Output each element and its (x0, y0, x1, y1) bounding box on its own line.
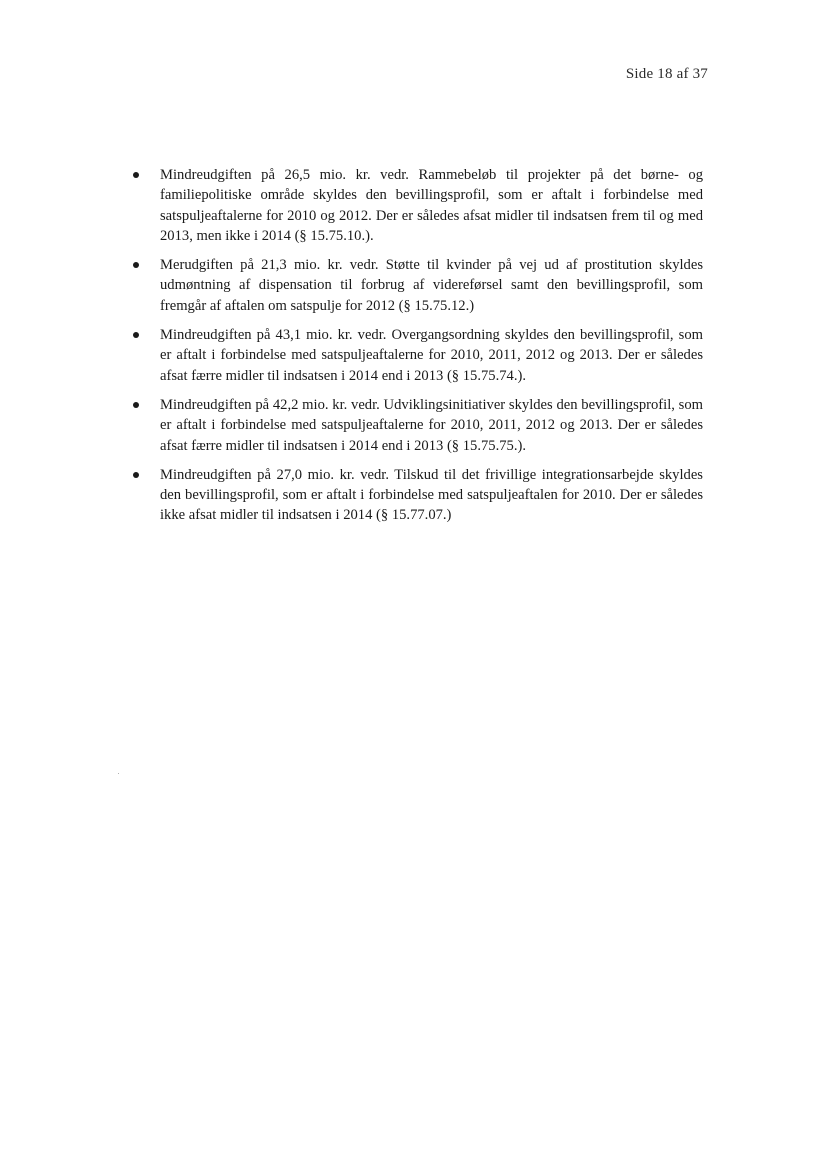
bullet-list (160, 165, 703, 535)
page-number: Side 18 af 37 (625, 66, 708, 82)
bullet-icon (133, 402, 139, 408)
list-item (160, 255, 703, 316)
list-item (160, 325, 703, 386)
bullet-icon (133, 172, 139, 178)
list-item (160, 465, 703, 526)
list-item (160, 395, 703, 456)
list-item-text: Mindreudgiften på 42,2 mio. kr. vedr. Udviklingsinitiativer skyldes den bevillingsprofil, som er aftalt i forbindelse med satspuljeaftalerne for 2010, 2011, 2012 og 2013. Der er således afsat færre midler til indsatsen i 2014 end i 2013 (§ 15.75.75.). (160, 396, 703, 454)
scan-speck (118, 773, 119, 774)
bullet-icon (133, 332, 139, 338)
list-item-text: Mindreudgiften på 26,5 mio. kr. vedr. Rammebeløb til projekter på det børne- og familiepolitiske område skyldes den bevillingsprofil, som er aftalt i forbindelse med satspuljeaftalerne for 2010 og 2012. Der er således afsat midler til indsatsen frem til og med 2013, men ikke i 2014 (§ 15.75.10.). (160, 167, 703, 244)
list-item (160, 165, 703, 246)
list-item-text: Mindreudgiften på 27,0 mio. kr. vedr. Tilskud til det frivillige integrationsarbejde skyldes den bevillingsprofil, som er aftalt i forbindelse med satspuljeaftalen for 2010. Der er således ikke afsat midler til indsatsen i 2014 (§ 15.77.07.) (160, 466, 703, 524)
bullet-icon (133, 262, 139, 268)
list-item-text: Mindreudgiften på 43,1 mio. kr. vedr. Overgangsordning skyldes den bevillingsprofil, som er aftalt i forbindelse med satspuljeaftalerne for 2010, 2011, 2012 og 2013. Der er således afsat færre midler til indsatsen i 2014 end i 2013 (§ 15.75.74.). (160, 327, 703, 384)
list-item-text: Merudgiften på 21,3 mio. kr. vedr. Støtte til kvinder på vej ud af prostitution skyldes udmøntning af dispensation til forbrug af videreførsel samt den bevillingsprofil, som fremgår af aftalen om satspulje for 2012 (§ 15.75.12.) (160, 257, 703, 314)
bullet-icon (133, 472, 139, 478)
